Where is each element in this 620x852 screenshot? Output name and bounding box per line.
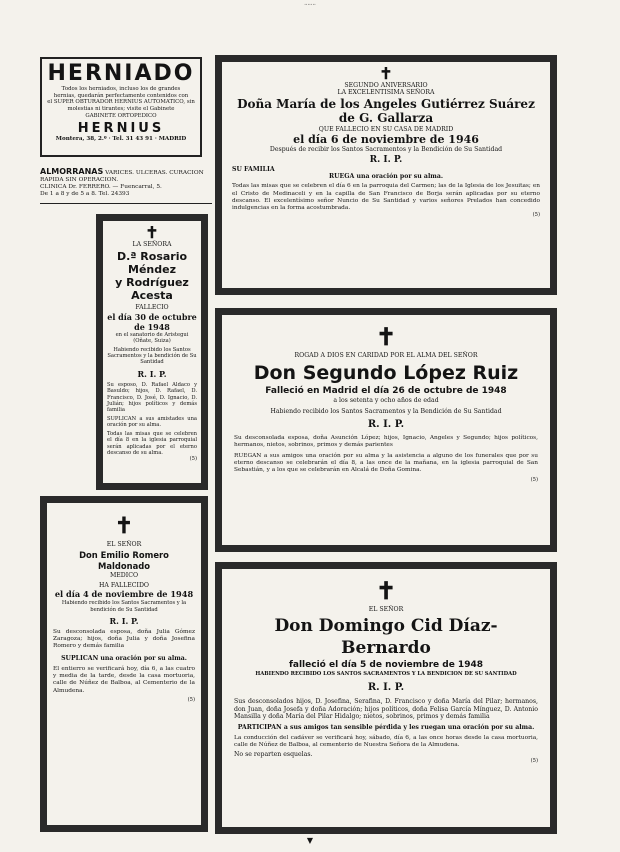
esquela-name: Don Domingo Cid Díaz-Bernardo: [274, 616, 498, 659]
ad-herniado-cabinet: GABINETE ORTOPEDICO: [85, 113, 157, 120]
esquela-prefix: ROGAD A DIOS EN CARIDAD POR EL ALMA DEL SEÑOR: [294, 352, 478, 359]
ad-herniado: [40, 57, 202, 157]
ad-herniado-brand: HERNIUS: [77, 120, 165, 136]
esquela-rip: R. I. P.: [369, 154, 403, 165]
footer-mark: ▼: [306, 836, 314, 845]
esquela-family: Su desconsolada esposa, doña Julia Gómez Zaragoza; hijos, doña Julia y doña Josefina Romero y demás familia: [53, 629, 195, 650]
esquela-rosario: [96, 214, 208, 490]
esquela-fallecio: FALLECIO: [135, 304, 169, 312]
esquela-masses: Todas las misas que se celebren el día 6 en la parroquia del Carmen; las de la Iglesia de los Jesuitas; en el Cristo de Medinaceli y en la capilla de San Francisco de Borja serán aplicadas por su eterno descanso. El excelentísimo señor Nuncio de Su Santidad y varios señores Prelados han concedido indulgencias en la forma acostumbrada.: [232, 183, 540, 212]
ad-almorranas: [40, 168, 212, 204]
esquela-family: SU FAMILIA: [232, 165, 275, 173]
esquela-request: RUEGA una oración por su alma.: [328, 173, 444, 181]
esquela-rip: R. I. P.: [367, 419, 405, 431]
esquela-masses: Todas las misas que se celebren el día 8 en la iglesia parroquial serán aplicadas por el eterno descanso de su alma.: [107, 430, 197, 456]
ad-herniado-line: el SUPER OBTURADOR HERNIUS AUTOMATICO, sin: [47, 99, 195, 106]
cross-icon: ✝: [145, 223, 159, 242]
esquela-request: RUEGAN a sus amigos una oración por su alma y la asistencia a alguno de los funerales que por su eterno descanso se celebrarán el día 8, a las once de la mañana, en la iglesia parroquial de San Sebastián, y a los que se celebrarán en Alcalá de Doña Gomina.: [234, 452, 538, 474]
ad-herniado-text: [46, 86, 196, 112]
ad-herniado-line: hernias, quedarán perfectamente contenidos con: [53, 92, 189, 99]
esquela-rip: R. I. P.: [367, 681, 405, 693]
esquela-prefix: LA EXCELENTISIMA SEÑORA: [337, 89, 435, 97]
esquela-sacraments: Después de recibir los Santos Sacramentos y la Bendición de Su Santidad: [269, 146, 503, 154]
esquela-num: (5): [530, 758, 538, 765]
ad-herniado-line: Todos los herniados, incluso los de grandes: [61, 86, 181, 92]
esquela-request: SUPLICAN a sus amistades una oración por su alma.: [107, 415, 197, 429]
esquela-num: (5): [187, 696, 195, 703]
esquela-num: (5): [532, 212, 540, 219]
esquela-segundo: [215, 308, 557, 552]
esquela-sacraments: Habiendo recibido los Santos Sacramentos y la bendición de Su Santidad: [61, 600, 187, 613]
esquela-prefix: LA SEÑORA: [132, 241, 172, 248]
ad-herniado-line: molestias ni tirantes; visite el Gabinete: [67, 105, 175, 112]
esquela-name: D.ª Rosario Méndez: [116, 250, 188, 277]
ad-almorranas-lead: ALMORRANAS: [40, 167, 104, 176]
esquela-family: Su desconsolada esposa, doña Asunción López; hijos, Ignacio, Angeles y Segundo; hijos políticos, hermanos, nietos, sobrinos, primos y demás parientes: [234, 435, 538, 449]
esquela-prefix: EL SEÑOR: [106, 541, 142, 548]
esquela-burial: La conducción del cadáver se verificará hoy, sábado, día 6, a las once horas desde la casa mortuoria, calle de Núñez de Balboa, al cementerio de Nuestra Señora de la Almudena.: [234, 734, 538, 748]
esquela-emilio: [40, 496, 208, 832]
esquela-fallecio: HA FALLECIDO: [98, 581, 149, 589]
esquela-date: el día 30 de octubre de 1948: [107, 311, 197, 332]
header-mark: ·······: [304, 2, 316, 8]
esquela-fallecio: QUE FALLECIO EN SU CASA DE MADRID: [318, 125, 454, 133]
esquela-age: a los setenta y ocho años de edad: [333, 397, 439, 405]
esquela-name: y Rodríguez Acesta: [115, 276, 189, 303]
esquela-sacraments: HABIENDO RECIBIDO LOS SANTOS SACRAMENTOS Y LA BENDICION DE SU SANTIDAD: [255, 671, 517, 678]
cross-icon: ✝: [114, 513, 134, 539]
esquela-sacraments: Habiendo recibido los Santos Sacramentos y la bendición de Su Santidad: [107, 346, 197, 366]
esquela-date: Falleció en Madrid el día 26 de octubre de 1948: [265, 386, 507, 397]
ad-almorranas-line: De 1 a 8 y de 5 a 8. Tel. 24393: [40, 191, 130, 197]
esquela-aniversario: SEGUNDO ANIVERSARIO: [344, 82, 428, 89]
esquela-rip: R. I. P.: [109, 616, 139, 627]
esquela-burial: El entierro se verificará hoy, día 6, a las cuatro y media de la tarde, desde la casa mortuoria, calle de Núñez de Balboa, al Cementerio de la Almudena.: [53, 666, 195, 694]
esquela-num: (5): [530, 477, 538, 484]
esquela-request: PARTICIPAN a sus amigos tan sensible pérdida y les ruegan una oración por su alma.: [237, 724, 535, 732]
esquela-date: el día 4 de noviembre de 1948: [54, 589, 194, 600]
ad-almorranas-line: VARICES. ULCERAS. CURACION RAPIDA SIN OPERACION.: [40, 170, 204, 183]
esquela-prefix: EL SEÑOR: [368, 606, 404, 613]
esquela-date: el día 6 de noviembre de 1946: [293, 133, 479, 147]
cross-icon: ✝: [375, 322, 397, 351]
esquela-domingo: [215, 562, 557, 834]
esquela-request: SUPLICAN una oración por su alma.: [61, 654, 187, 662]
cross-icon: ✝: [379, 64, 393, 83]
esquela-rip: R. I. P.: [137, 368, 167, 379]
esquela-name: Don Segundo López Ruiz: [253, 362, 519, 385]
ad-almorranas-line: CLINICA Dr. FERRERO. — Fuencarral, 5.: [40, 184, 162, 190]
esquela-name: de G. Gallarza: [338, 110, 434, 125]
esquela-sacraments: Habiendo recibido los Santos Sacramentos y la Bendición de Su Santidad: [270, 407, 502, 415]
ad-herniado-address: Montera, 38, 2.º · Tel. 31 43 91 · MADRID: [55, 135, 187, 142]
esquela-maria: [215, 55, 557, 295]
esquela-family: Sus desconsolados hijos, D. Josefina, Serafina, D. Francisco y doña María del Pilar; hermanos, don Juan, doña Josefa y doña Adoración; hijos políticos, doña Felisa García Mínguez, D. Antonio Mansilla y doña María del Pilar Hidalgo; nietos, sobrinos, primos y demás familia: [234, 697, 538, 721]
esquela-title: MEDICO: [109, 572, 139, 580]
esquela-name: Doña María de los Angeles Gutiérrez Suárez: [237, 96, 535, 111]
cross-icon: ✝: [375, 576, 397, 605]
esquela-note: No se reparten esquelas.: [234, 751, 313, 759]
esquela-name: Don Emilio Romero Maldonado: [79, 550, 169, 572]
esquela-num: (5): [189, 456, 197, 463]
esquela-family: Su esposo, D. Rafael Aldaco y Basuldo; hijos, D. Rafael, D. Francisco, D. José, D. Ignacio, D. Julián; hijos políticos y demás familia: [107, 381, 197, 414]
esquela-place: en el sanatorio de Aristegui (Oñate, Suiza): [115, 331, 189, 345]
ad-herniado-title: HERNIADO: [47, 61, 195, 86]
esquela-date: falleció el día 5 de noviembre de 1948: [288, 660, 483, 671]
